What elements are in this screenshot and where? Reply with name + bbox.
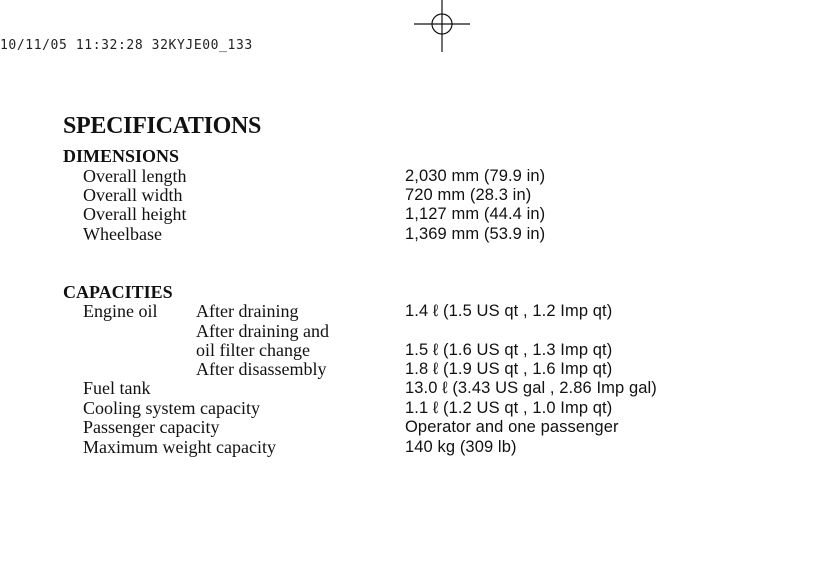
spec-label-wheelbase: Wheelbase: [83, 224, 162, 244]
spec-label-max-weight: Maximum weight capacity: [83, 437, 276, 457]
registration-mark-icon: [414, 0, 470, 52]
spec-label-overall-height: Overall height: [83, 204, 187, 224]
spec-sublabel-after-disassembly: After disassembly: [196, 359, 327, 379]
spec-value-after-draining: 1.4 ℓ (1.5 US qt , 1.2 Imp qt): [405, 302, 613, 320]
spec-label-overall-width: Overall width: [83, 185, 183, 205]
spec-value-wheelbase: 1,369 mm (53.9 in): [405, 225, 546, 243]
spec-label-overall-length: Overall length: [83, 166, 187, 186]
section-heading-capacities: CAPACITIES: [63, 282, 173, 302]
spec-label-fuel-tank: Fuel tank: [83, 378, 151, 398]
spec-label-passenger-capacity: Passenger capacity: [83, 417, 220, 437]
spec-sublabel-after-draining-filter-2: oil filter change: [196, 340, 310, 360]
section-heading-dimensions: DIMENSIONS: [63, 146, 180, 166]
print-timestamp: 10/11/05 11:32:28 32KYJE00_133: [0, 38, 253, 53]
spec-label-cooling-system: Cooling system capacity: [83, 398, 260, 418]
spec-value-max-weight: 140 kg (309 lb): [405, 438, 517, 456]
spec-value-after-disassembly: 1.8 ℓ (1.9 US qt , 1.6 Imp qt): [405, 360, 613, 378]
spec-sublabel-after-draining-filter-1: After draining and: [196, 321, 329, 341]
spec-value-overall-width: 720 mm (28.3 in): [405, 186, 532, 204]
page-title: SPECIFICATIONS: [63, 113, 262, 139]
spec-value-cooling-system: 1.1 ℓ (1.2 US qt , 1.0 Imp qt): [405, 399, 613, 417]
spec-value-fuel-tank: 13.0 ℓ (3.43 US gal , 2.86 Imp gal): [405, 379, 657, 397]
spec-sublabel-after-draining: After draining: [196, 301, 299, 321]
spec-label-engine-oil: Engine oil: [83, 301, 158, 321]
spec-value-overall-height: 1,127 mm (44.4 in): [405, 205, 546, 223]
spec-value-passenger-capacity: Operator and one passenger: [405, 418, 619, 436]
spec-value-after-draining-filter: 1.5 ℓ (1.6 US qt , 1.3 Imp qt): [405, 341, 613, 359]
spec-value-overall-length: 2,030 mm (79.9 in): [405, 167, 546, 185]
